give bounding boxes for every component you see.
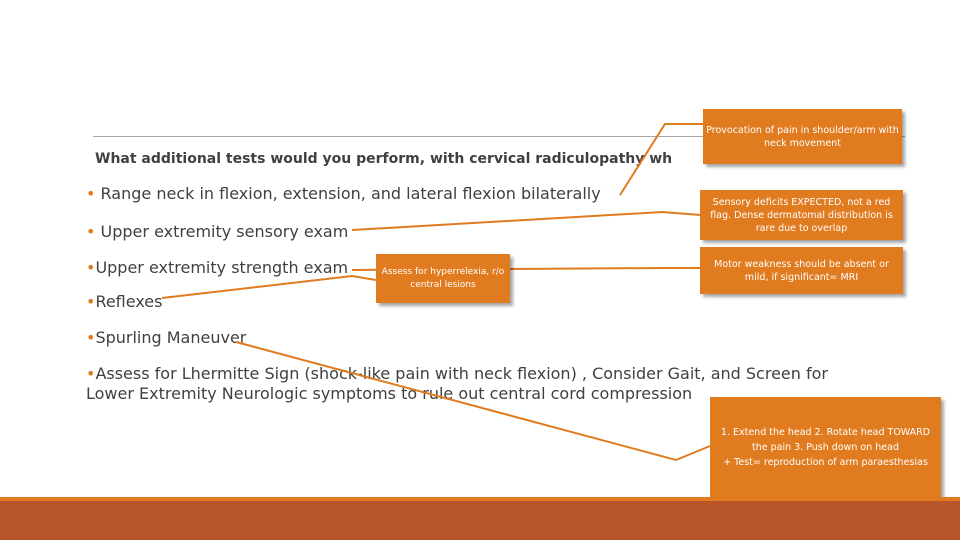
bullet-dot: •	[86, 364, 96, 383]
callout-spurling	[710, 397, 941, 497]
callout-sensory	[700, 190, 903, 240]
bullet-text: Upper extremity strength exam	[95, 258, 349, 277]
slide-heading: What additional tests would you perform, with cervical radiculopathy wh	[95, 151, 673, 167]
bullet-text: Assess for Lhermitte Sign (shock-like pain with neck flexion) , Consider Gait, and Screen for Lower Extremity Neurologic symptoms to rule out central cord compression	[86, 364, 828, 403]
bullet-sensory-exam	[86, 222, 348, 241]
callout-text: 1. Extend the head 2. Rotate head TOWARD the pain 3. Push down on head + Test= reproduction of arm paraesthesias	[720, 426, 931, 468]
callout-text: Provocation of pain in shoulder/arm with neck movement	[706, 124, 899, 149]
bullet-text: Spurling Maneuver	[95, 328, 247, 347]
footer-bar	[0, 497, 960, 540]
bullet-strength-exam	[86, 258, 348, 277]
bullet-dot: •	[86, 222, 101, 241]
bullet-text: Reflexes	[95, 292, 163, 311]
callout-neck-movement	[703, 109, 902, 164]
callout-text: Motor weakness should be absent or mild, if significant= MRI	[714, 258, 889, 283]
bullet-spurling	[86, 328, 246, 347]
bullet-range-neck	[86, 184, 601, 203]
connector-sensory	[352, 212, 701, 230]
bullet-dot: •	[86, 258, 96, 277]
bullet-text: Upper extremity sensory exam	[100, 222, 349, 241]
callout-motor	[700, 247, 903, 294]
bullet-dot: •	[86, 184, 101, 203]
connector-reflexes	[162, 276, 376, 298]
bullet-dot: •	[86, 328, 96, 347]
callout-text: Assess for hyperrelexia, r/o central lesions	[381, 266, 505, 290]
bullet-reflexes	[86, 292, 162, 311]
bullet-text: Range neck in flexion, extension, and lateral flexion bilaterally	[100, 184, 601, 203]
callout-text: Sensory deficits EXPECTED, not a red flag. Dense dermatomal distribution is rare due to overlap	[710, 196, 893, 234]
callout-reflexes	[376, 254, 510, 303]
bullet-dot: •	[86, 292, 96, 311]
